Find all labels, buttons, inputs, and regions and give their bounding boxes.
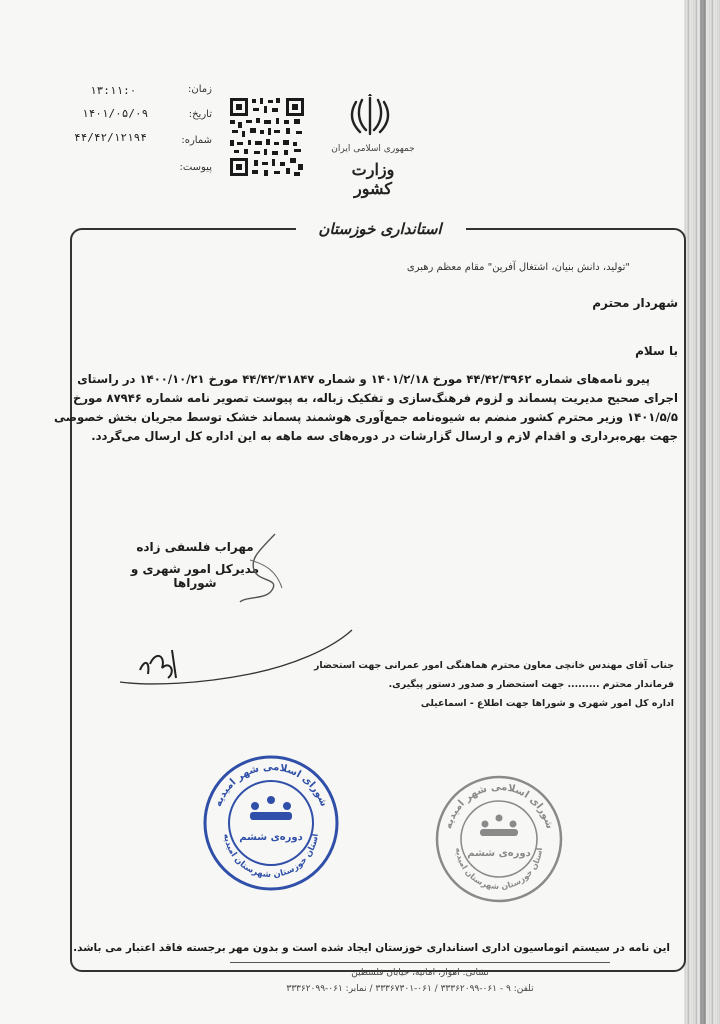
- stamp-outer-text: شورای اسلامی شهر امیدیه: [212, 761, 330, 809]
- letter-body: [54, 370, 678, 446]
- initials-scribble-icon: [110, 620, 360, 690]
- qr-code-icon: [228, 96, 306, 178]
- stamp-center-text: دوره‌ی ششم: [467, 848, 531, 859]
- number-label: شماره:: [181, 135, 212, 146]
- cc-line: جناب آقای مهندس خانچی معاون محترم هماهنگی امور عمرانی جهت استحضار: [313, 660, 674, 671]
- council-stamp-gray: [432, 772, 566, 906]
- cc-line: فرماندار محترم ......... جهت استحضار و صدور دستور پیگیری.: [388, 679, 674, 690]
- recipient: شهردار محترم: [592, 296, 678, 310]
- footer-address: نشانی: اهواز، امانیه، خیابان فلسطین: [351, 968, 489, 978]
- ministry-name: وزارت کشور: [351, 160, 395, 198]
- stamp-bottom-text: استان خوزستان شهرستان امیدیه: [221, 833, 321, 881]
- stamp-outer-text: شورای اسلامی شهر امیدیه: [443, 781, 555, 831]
- time-value: ۱۳:۱۱:۰: [90, 84, 137, 97]
- letter-frame: [54, 228, 686, 972]
- attachment-label: پیوست:: [179, 162, 212, 173]
- date-label: تاریخ:: [188, 109, 212, 120]
- slogan: "تولید، دانش بنیان، اشتغال آفرین" مقام معظم رهبری: [406, 262, 630, 273]
- signatory-title: مدیرکل امور شهری و شوراها: [130, 562, 260, 590]
- signatory-name: مهراب فلسفی زاده: [136, 540, 254, 554]
- body-line: ۱۴۰۱/۵/۵ وزیر محترم کشور منضم به شیوه‌نامه جمع‌آوری هوشمند پسماند خشک توسط مجریان بخش خصوصی: [54, 410, 678, 424]
- footer-validity-note: این نامه در سیستم اتوماسیون اداری استانداری خوزستان ایجاد شده است و بدون مهر برجسته فاقد اعتبار می باشد.: [73, 942, 670, 954]
- body-line: پیرو نامه‌های شماره ۴۴/۴۲/۳۹۶۲ مورخ ۱۴۰۱/۲/۱۸ و شماره ۴۴/۴۲/۳۱۸۴۷ مورخ ۱۴۰۰/۱۰/۲۱ در راستای: [77, 372, 650, 386]
- date-value: ۱۴۰۱/۰۵/۰۹: [82, 107, 149, 120]
- signature-scribble-icon: [220, 530, 290, 610]
- stamp-bottom-text: استان خوزستان شهرستان امیدیه: [453, 847, 544, 892]
- governorate-title: استانداری خوزستان: [318, 220, 442, 238]
- time-label: زمان:: [188, 84, 212, 95]
- body-line: جهت بهره‌برداری و اقدام لازم و ارسال گزارشات در دوره‌های سه ماهه به این اداره کل ارسال می‌گردد.: [91, 429, 678, 443]
- cc-line: اداره کل امور شهری و شوراها جهت اطلاع - اسماعیلی: [420, 698, 674, 709]
- number-value: ۴۴/۴۲/۱۲۱۹۴: [74, 131, 147, 144]
- republic-label: جمهوری اسلامی ایران: [331, 144, 415, 154]
- cc-list: [313, 656, 674, 713]
- body-line: اجرای صحیح مدیریت پسماند و لزوم فرهنگ‌سازی و تفکیک زباله، به پیوست تصویر نامه شماره ۸۷۹۴۶ مورخ: [72, 391, 678, 405]
- council-stamp-blue: [200, 752, 342, 894]
- stamp-center-text: دوره‌ی ششم: [239, 832, 303, 843]
- greeting: با سلام: [635, 344, 678, 358]
- footer-divider: [230, 962, 610, 963]
- scan-edge-line: [700, 0, 706, 1024]
- iran-emblem-icon: [348, 94, 392, 138]
- footer-phone: تلفن: ۹ - ۰۶۱-۳۳۳۶۲۰۹۹ / ۰۶۱-۳۳۳۶۷۳۰۱ / نمابر: ۰۶۱-۳۳۳۶۲۰۹۹: [286, 984, 534, 994]
